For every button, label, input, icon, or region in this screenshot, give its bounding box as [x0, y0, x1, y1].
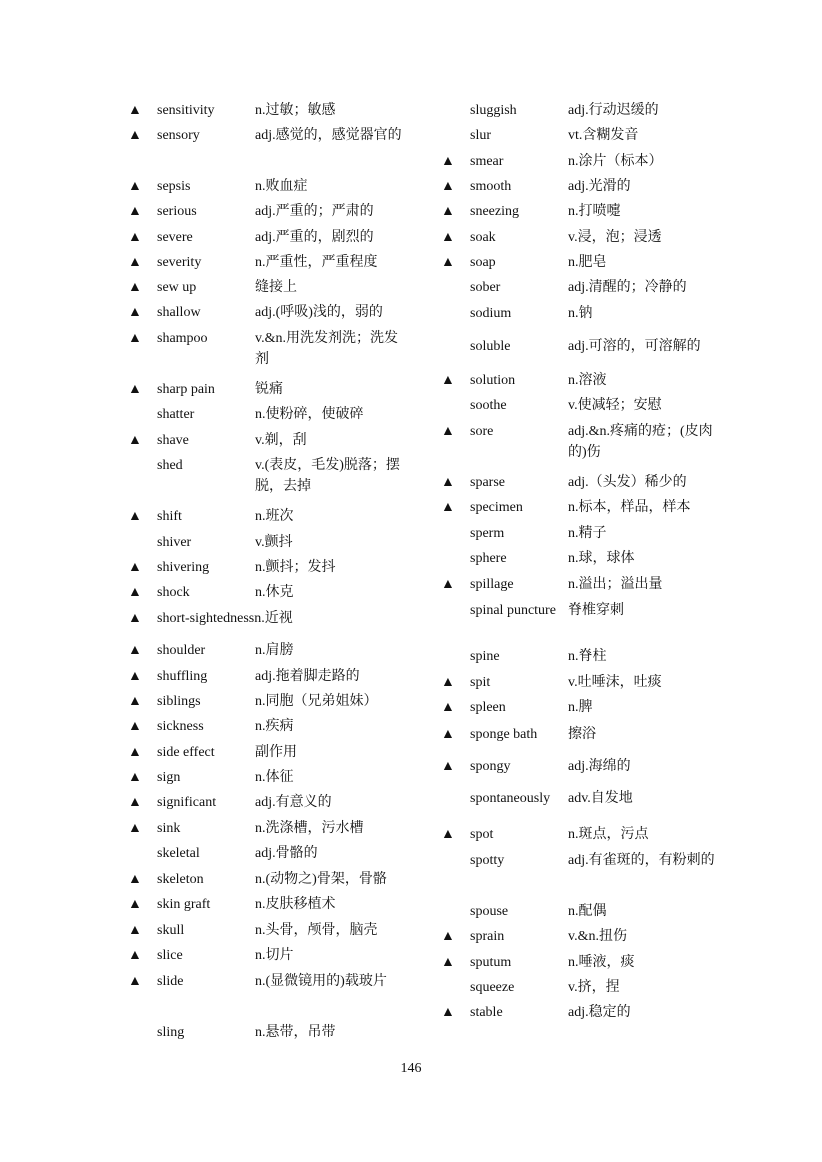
triangle-marker-icon: ▲	[441, 955, 455, 970]
vocabulary-entry	[441, 421, 731, 463]
entry-definition: n.打喷嚏	[568, 204, 621, 219]
entry-definition: n.洗涤槽，污水槽	[255, 821, 364, 836]
entry-definition: v.吐唾沫，吐痰	[568, 675, 662, 690]
entry-definition: n.精子	[568, 526, 607, 541]
entry-term: sparse	[470, 475, 505, 490]
entry-term: shed	[157, 458, 183, 473]
entry-definition: n.败血症	[255, 179, 308, 194]
triangle-marker-icon: ▲	[128, 669, 142, 684]
vocabulary-entry	[128, 582, 408, 603]
triangle-marker-icon: ▲	[441, 475, 455, 490]
entry-definition: n.配偶	[568, 904, 607, 919]
entry-term: shampoo	[157, 331, 208, 346]
vocabulary-entry	[441, 472, 731, 493]
vocabulary-entry	[441, 227, 731, 248]
triangle-marker-icon: ▲	[128, 179, 142, 194]
vocabulary-entry	[441, 176, 731, 197]
entry-definition: n.溢出；溢出量	[568, 577, 663, 592]
entry-definition: n.皮肤移植术	[255, 897, 336, 912]
entry-term: specimen	[470, 500, 523, 515]
triangle-marker-icon: ▲	[128, 255, 142, 270]
triangle-marker-icon: ▲	[128, 948, 142, 963]
vocabulary-entry	[441, 600, 731, 621]
entry-definition: v.浸，泡；浸透	[568, 230, 662, 245]
triangle-marker-icon: ▲	[441, 759, 455, 774]
vocabulary-entry	[128, 557, 408, 578]
triangle-marker-icon: ▲	[441, 230, 455, 245]
entry-term: sperm	[470, 526, 505, 541]
entry-definition: adj.拖着脚走路的	[255, 669, 360, 684]
entry-term: sensory	[157, 128, 200, 143]
vocabulary-entry	[128, 100, 408, 121]
entry-term: slide	[157, 974, 184, 989]
entry-term: sew up	[157, 280, 197, 295]
triangle-marker-icon: ▲	[441, 204, 455, 219]
entry-definition: n.脾	[568, 700, 593, 715]
entry-definition: adj.行动迟缓的	[568, 103, 659, 118]
vocabulary-entry	[441, 100, 731, 121]
vocabulary-entry	[128, 945, 408, 966]
vocabulary-entry	[441, 336, 731, 357]
entry-term: shave	[157, 433, 189, 448]
entry-term: severe	[157, 230, 193, 245]
vocabulary-entry	[441, 824, 731, 845]
triangle-marker-icon: ▲	[128, 433, 142, 448]
triangle-marker-icon: ▲	[128, 974, 142, 989]
entry-term: sphere	[470, 551, 507, 566]
entry-term: spinal puncture	[470, 603, 556, 618]
entry-term: shallow	[157, 305, 201, 320]
entry-definition: adj.稳定的	[568, 1005, 631, 1020]
vocabulary-entry	[128, 742, 408, 763]
entry-term: soap	[470, 255, 496, 270]
entry-definition: adv.自发地	[568, 791, 633, 806]
vocabulary-entry	[128, 666, 408, 687]
entry-definition: n.严重性，严重程度	[255, 255, 378, 270]
entry-term: spontaneously	[470, 791, 551, 806]
entry-definition: n.班次	[255, 509, 294, 524]
triangle-marker-icon: ▲	[441, 700, 455, 715]
entry-definition: v.使减轻；安慰	[568, 398, 662, 413]
vocabulary-entry	[441, 574, 731, 595]
vocabulary-entry	[441, 901, 731, 922]
triangle-marker-icon: ▲	[128, 305, 142, 320]
entry-definition: n.切片	[255, 948, 294, 963]
entry-term: sensitivity	[157, 103, 215, 118]
entry-definition: adj.海绵的	[568, 759, 631, 774]
vocabulary-entry	[128, 767, 408, 788]
vocabulary-entry	[441, 303, 731, 324]
entry-term: smear	[470, 154, 504, 169]
entry-definition: adj.有雀斑的，有粉刺的	[568, 853, 715, 868]
entry-term: spotty	[470, 853, 505, 868]
entry-definition: adj.(呼吸)浅的，弱的	[255, 305, 383, 320]
vocabulary-entry	[441, 850, 731, 871]
triangle-marker-icon: ▲	[128, 382, 142, 397]
triangle-marker-icon: ▲	[441, 373, 455, 388]
triangle-marker-icon: ▲	[128, 897, 142, 912]
entry-definition: n.标本，样品，样本	[568, 500, 691, 515]
entry-term: sore	[470, 424, 494, 439]
entry-term: stable	[470, 1005, 503, 1020]
entry-definition: n.唾液，痰	[568, 955, 635, 970]
entry-definition: n.同胞（兄弟姐妹）	[255, 694, 378, 709]
vocabulary-entry	[128, 608, 408, 629]
triangle-marker-icon: ▲	[128, 694, 142, 709]
entry-definition: n.(显微镜用的)载玻片	[255, 974, 387, 989]
entry-term: solution	[470, 373, 516, 388]
entry-definition: n.斑点，污点	[568, 827, 649, 842]
entry-definition: n.溶液	[568, 373, 607, 388]
vocabulary-entry	[128, 328, 408, 370]
entry-definition: 脊椎穿刺	[568, 603, 624, 618]
entry-definition: adj.严重的；严肃的	[255, 204, 374, 219]
triangle-marker-icon: ▲	[441, 179, 455, 194]
entry-term: side effect	[157, 745, 215, 760]
entry-term: sober	[470, 280, 501, 295]
vocabulary-entry	[128, 532, 408, 553]
entry-term: sponge bath	[470, 727, 538, 742]
triangle-marker-icon: ▲	[128, 103, 142, 118]
entry-definition: v.挤，捏	[568, 980, 620, 995]
vocabulary-entry	[441, 201, 731, 222]
vocabulary-entry	[128, 971, 408, 992]
entry-term: slice	[157, 948, 183, 963]
entry-definition: n.悬带，吊带	[255, 1025, 336, 1040]
entry-term: spongy	[470, 759, 511, 774]
entry-term: sneezing	[470, 204, 519, 219]
vocabulary-entry	[441, 125, 731, 146]
vocabulary-entry	[441, 977, 731, 998]
vocabulary-entry	[128, 691, 408, 712]
triangle-marker-icon: ▲	[128, 280, 142, 295]
triangle-marker-icon: ▲	[441, 154, 455, 169]
entry-term: sodium	[470, 306, 512, 321]
triangle-marker-icon: ▲	[441, 727, 455, 742]
entry-term: skeletal	[157, 846, 200, 861]
entry-term: sharp pain	[157, 382, 215, 397]
vocabulary-entry	[128, 894, 408, 915]
entry-term: spouse	[470, 904, 509, 919]
vocabulary-entry	[128, 792, 408, 813]
page-number: 146	[400, 1061, 422, 1076]
entry-definition: n.过敏；敏感	[255, 103, 336, 118]
vocabulary-entry	[128, 302, 408, 323]
vocabulary-entry	[128, 869, 408, 890]
triangle-marker-icon: ▲	[128, 331, 142, 346]
entry-definition: 缝接上	[255, 280, 297, 295]
triangle-marker-icon: ▲	[128, 770, 142, 785]
vocabulary-entry	[128, 125, 408, 146]
entry-definition: adj.感觉的，感觉器官的	[255, 128, 402, 143]
entry-term: serious	[157, 204, 197, 219]
entry-term: sling	[157, 1025, 185, 1040]
entry-term: spillage	[470, 577, 514, 592]
entry-term: skull	[157, 923, 185, 938]
vocabulary-entry	[441, 926, 731, 947]
entry-term: shift	[157, 509, 182, 524]
entry-term: short-sightedness	[157, 611, 255, 626]
entry-definition: n.肥皂	[568, 255, 607, 270]
entry-term: shoulder	[157, 643, 206, 658]
entry-definition: adj.（头发）稀少的	[568, 475, 687, 490]
entry-definition: n.肩膀	[255, 643, 294, 658]
entry-definition: n.疾病	[255, 719, 294, 734]
triangle-marker-icon: ▲	[441, 424, 455, 439]
entry-term: sputum	[470, 955, 512, 970]
entry-definition: adj.&n.疼痛的疮；(皮肉的)伤	[568, 424, 713, 460]
vocabulary-entry	[128, 277, 408, 298]
entry-definition: v.&n.扭伤	[568, 929, 627, 944]
vocabulary-entry	[128, 430, 408, 451]
entry-definition: 擦浴	[568, 727, 596, 742]
entry-definition: n.脊柱	[568, 649, 607, 664]
vocabulary-entry	[441, 646, 731, 667]
triangle-marker-icon: ▲	[441, 827, 455, 842]
entry-definition: n.近视	[254, 611, 293, 626]
entry-term: shock	[157, 585, 190, 600]
entry-term: soak	[470, 230, 496, 245]
vocabulary-entry	[128, 404, 408, 425]
entry-term: severity	[157, 255, 202, 270]
entry-term: soothe	[470, 398, 507, 413]
vocabulary-entry	[128, 455, 408, 497]
entry-term: shiver	[157, 535, 192, 550]
vocabulary-entry	[128, 843, 408, 864]
entry-term: sluggish	[470, 103, 517, 118]
entry-definition: v.颤抖	[255, 535, 293, 550]
entry-definition: v.(表皮，毛发)脱落；摆脱，去掉	[255, 458, 400, 494]
vocabulary-entry	[128, 201, 408, 222]
vocabulary-entry	[128, 1022, 408, 1043]
vocabulary-entry	[441, 756, 731, 777]
entry-definition: adj.严重的，剧烈的	[255, 230, 374, 245]
vocabulary-entry	[128, 716, 408, 737]
triangle-marker-icon: ▲	[128, 643, 142, 658]
entry-term: slur	[470, 128, 491, 143]
triangle-marker-icon: ▲	[441, 929, 455, 944]
entry-term: skin graft	[157, 897, 211, 912]
entry-definition: n.休克	[255, 585, 294, 600]
triangle-marker-icon: ▲	[128, 795, 142, 810]
entry-definition: n.涂片（标本）	[568, 154, 663, 169]
entry-definition: n.使粉碎，使破碎	[255, 407, 364, 422]
entry-definition: n.球，球体	[568, 551, 635, 566]
entry-term: shatter	[157, 407, 195, 422]
vocabulary-entry	[441, 395, 731, 416]
entry-term: sprain	[470, 929, 505, 944]
entry-definition: n.颤抖；发抖	[255, 560, 336, 575]
entry-term: significant	[157, 795, 217, 810]
vocabulary-entry	[128, 506, 408, 527]
entry-term: spine	[470, 649, 500, 664]
triangle-marker-icon: ▲	[128, 509, 142, 524]
vocabulary-entry	[128, 920, 408, 941]
entry-definition: n.头骨，颅骨，脑壳	[255, 923, 378, 938]
vocabulary-entry	[128, 640, 408, 661]
entry-definition: adj.可溶的，可溶解的	[568, 339, 701, 354]
vocabulary-entry	[128, 176, 408, 197]
vocabulary-entry	[441, 497, 731, 518]
entry-term: spit	[470, 675, 491, 690]
entry-term: shivering	[157, 560, 210, 575]
entry-definition: adj.有意义的	[255, 795, 332, 810]
entry-definition: n.体征	[255, 770, 294, 785]
triangle-marker-icon: ▲	[128, 204, 142, 219]
triangle-marker-icon: ▲	[128, 128, 142, 143]
triangle-marker-icon: ▲	[441, 255, 455, 270]
entry-definition: adj.骨骼的	[255, 846, 318, 861]
triangle-marker-icon: ▲	[128, 560, 142, 575]
entry-definition: adj.光滑的	[568, 179, 631, 194]
entry-definition: 锐痛	[255, 382, 283, 397]
entry-definition: v.剃，刮	[255, 433, 307, 448]
triangle-marker-icon: ▲	[128, 745, 142, 760]
triangle-marker-icon: ▲	[441, 1005, 455, 1020]
triangle-marker-icon: ▲	[441, 577, 455, 592]
entry-term: spleen	[470, 700, 506, 715]
triangle-marker-icon: ▲	[128, 230, 142, 245]
vocabulary-entry	[441, 548, 731, 569]
entry-definition: 副作用	[255, 745, 297, 760]
entry-definition: v.&n.用洗发剂洗；洗发剂	[255, 331, 398, 367]
vocabulary-entry	[128, 227, 408, 248]
vocabulary-entry	[128, 818, 408, 839]
entry-term: sink	[157, 821, 181, 836]
entry-term: siblings	[157, 694, 201, 709]
triangle-marker-icon: ▲	[128, 611, 142, 626]
vocabulary-entry	[441, 252, 731, 273]
entry-term: skeleton	[157, 872, 204, 887]
vocabulary-entry	[441, 277, 731, 298]
entry-term: sickness	[157, 719, 204, 734]
triangle-marker-icon: ▲	[128, 585, 142, 600]
entry-term: shuffling	[157, 669, 208, 684]
triangle-marker-icon: ▲	[441, 675, 455, 690]
entry-term: spot	[470, 827, 494, 842]
vocabulary-entry	[441, 523, 731, 544]
vocabulary-entry	[441, 788, 731, 809]
triangle-marker-icon: ▲	[128, 923, 142, 938]
vocabulary-entry	[441, 952, 731, 973]
vocabulary-entry	[128, 252, 408, 273]
vocabulary-entry	[128, 379, 408, 400]
entry-term: sign	[157, 770, 181, 785]
entry-term: sepsis	[157, 179, 191, 194]
entry-definition: n.(动物之)骨架，骨骼	[255, 872, 387, 887]
vocabulary-entry	[441, 672, 731, 693]
vocabulary-entry	[441, 724, 731, 745]
entry-term: soluble	[470, 339, 511, 354]
entry-term: smooth	[470, 179, 512, 194]
vocabulary-entry	[441, 151, 731, 172]
vocabulary-entry	[441, 697, 731, 718]
triangle-marker-icon: ▲	[128, 821, 142, 836]
vocabulary-entry	[441, 1002, 731, 1023]
entry-definition: n.钠	[568, 306, 593, 321]
triangle-marker-icon: ▲	[441, 500, 455, 515]
triangle-marker-icon: ▲	[128, 719, 142, 734]
entry-definition: adj.清醒的；冷静的	[568, 280, 687, 295]
entry-definition: vt.含糊发音	[568, 128, 639, 143]
entry-term: squeeze	[470, 980, 515, 995]
vocabulary-entry	[441, 370, 731, 391]
triangle-marker-icon: ▲	[128, 872, 142, 887]
